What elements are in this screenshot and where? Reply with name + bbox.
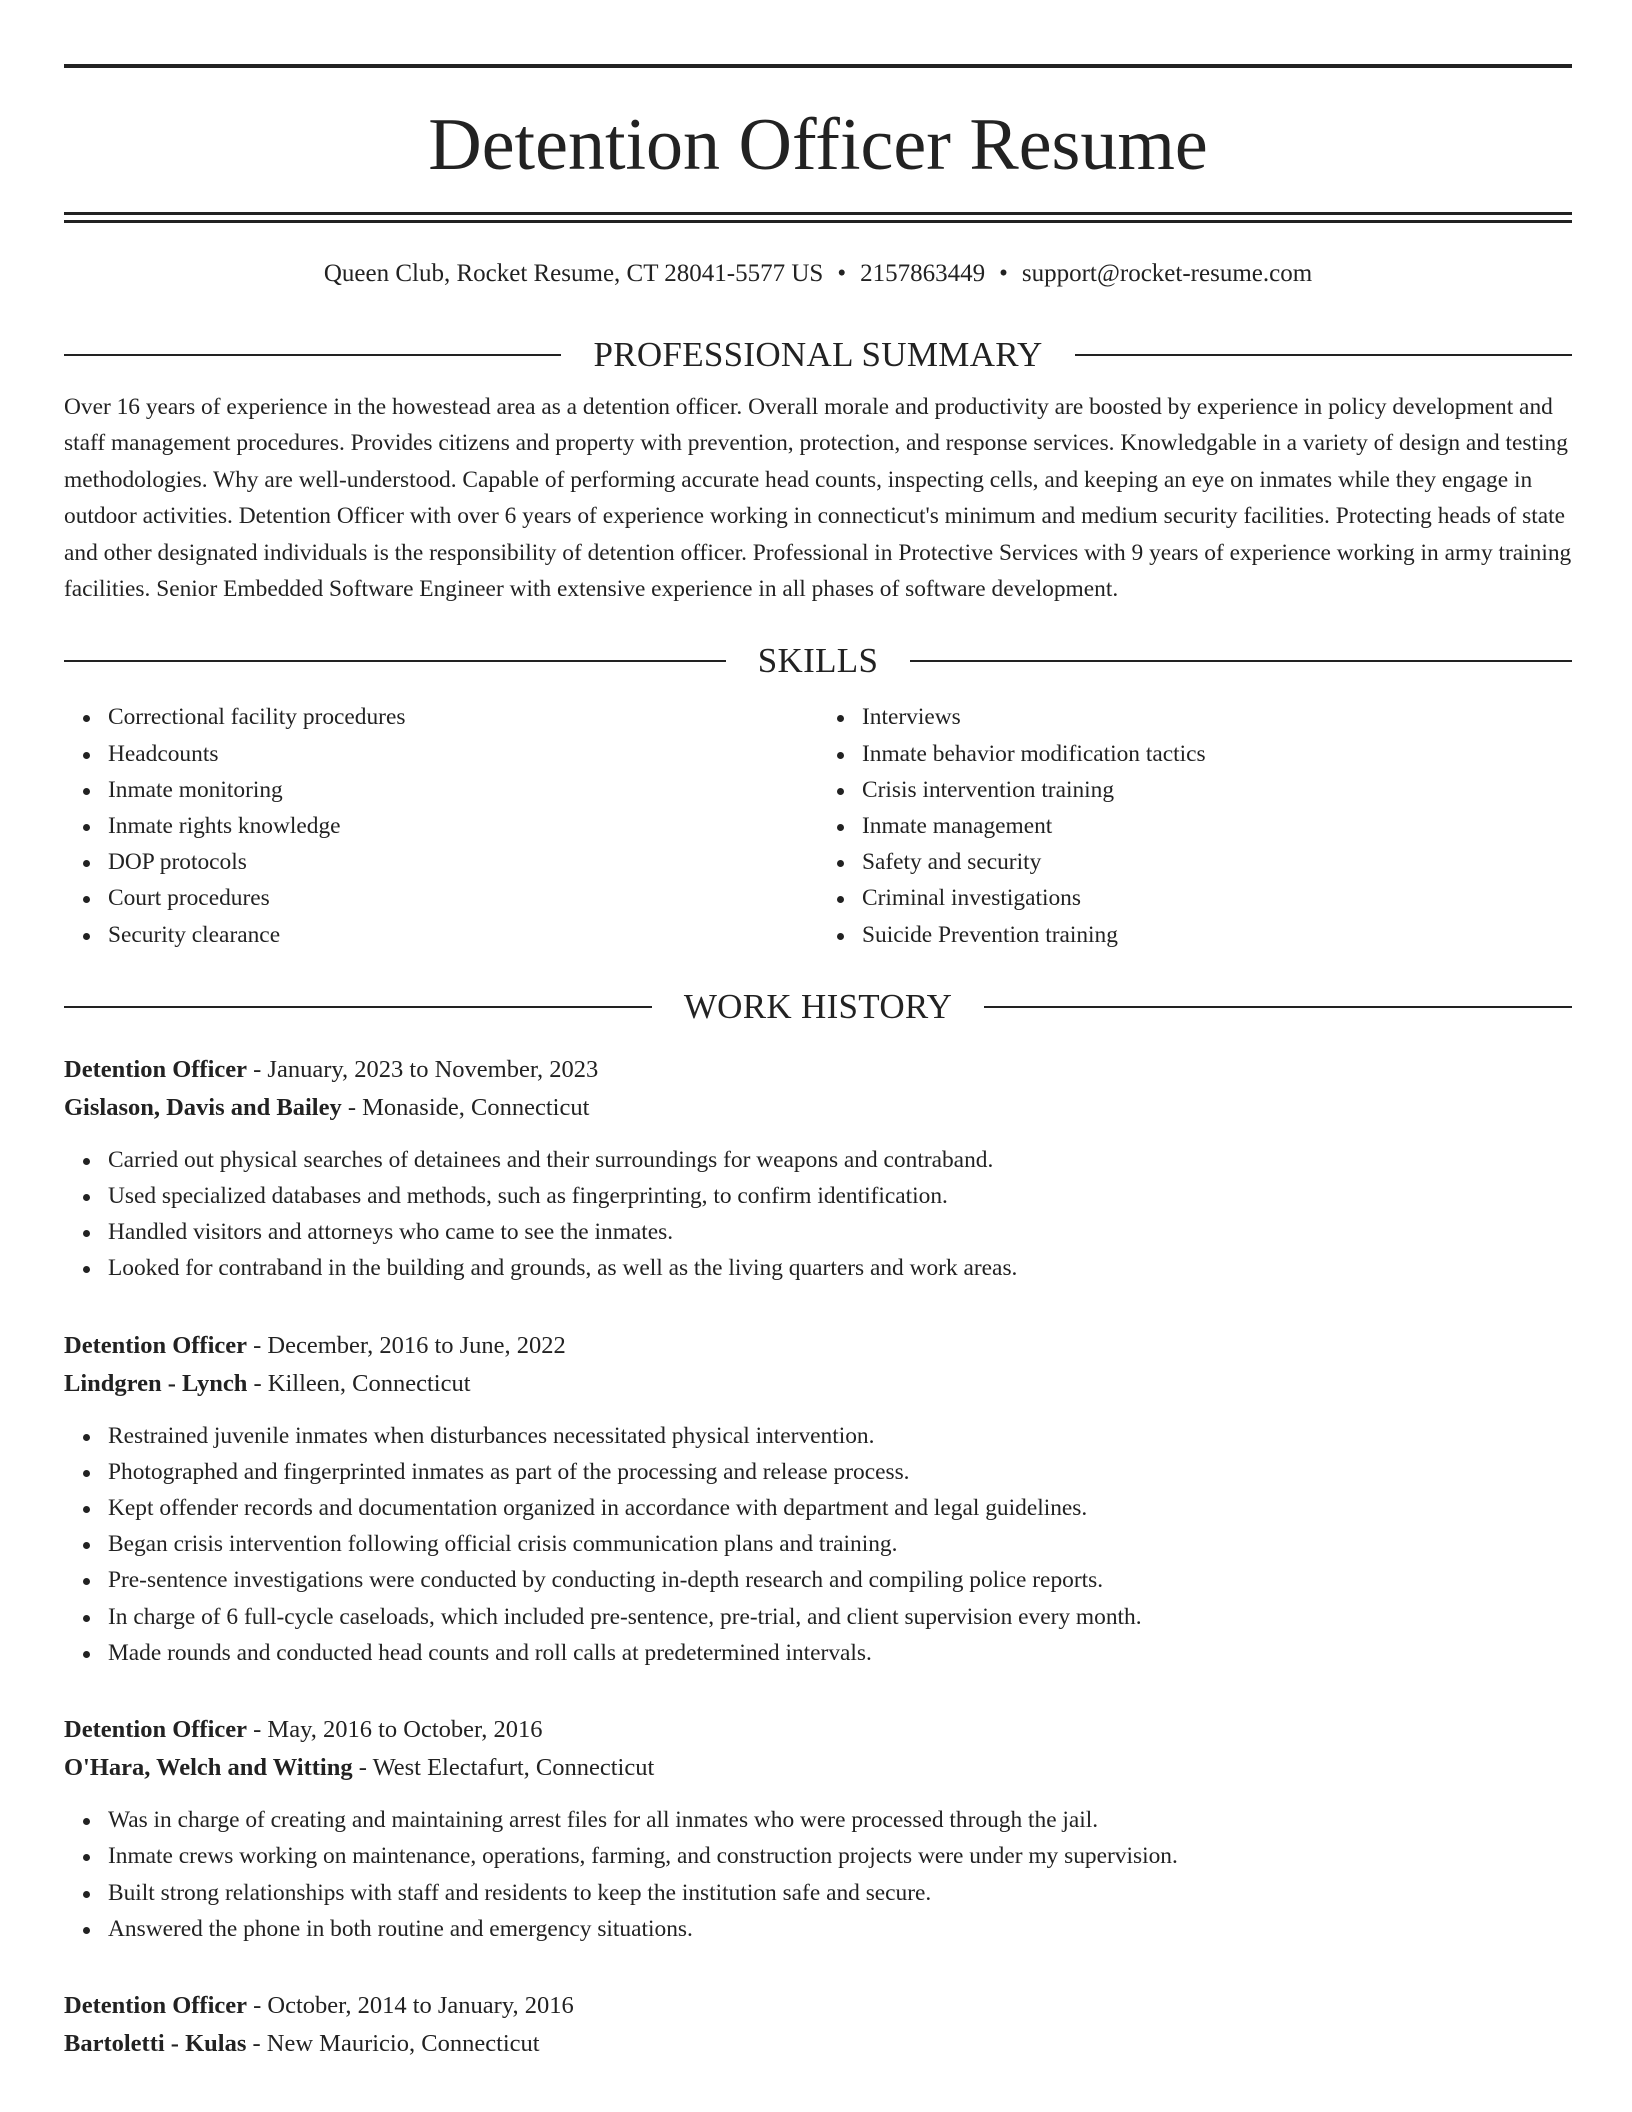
job-company: Lindgren - Lynch — [64, 1369, 248, 1397]
list-item: Photographed and fingerprinted inmates as part of the processing and release process. — [108, 1454, 1572, 1490]
list-item: Inmate crews working on maintenance, operations, farming, and construction projects were under my supervision. — [108, 1838, 1572, 1874]
contact-separator: • — [837, 260, 847, 287]
work-heading-label: WORK HISTORY — [683, 986, 953, 1026]
heading-rule — [64, 354, 561, 356]
list-item: Safety and security — [862, 844, 1572, 880]
list-item: In charge of 6 full-cycle caseloads, which included pre-sentence, pre-trial, and client supervision every month. — [108, 1599, 1572, 1635]
list-item: Handled visitors and attorneys who came to see the inmates. — [108, 1214, 1572, 1250]
skills-column-left — [64, 699, 818, 952]
job-company-line — [64, 1365, 1572, 1403]
contact-separator: • — [999, 260, 1008, 287]
list-item: Headcounts — [108, 736, 818, 772]
job-dates: - October, 2014 to January, 2016 — [247, 1991, 574, 2019]
list-item: DOP protocols — [108, 844, 818, 880]
list-item: Suicide Prevention training — [862, 917, 1572, 953]
job-title-line — [64, 1051, 1572, 1089]
heading-rule — [64, 1006, 652, 1008]
job-entry — [64, 1987, 1572, 2063]
heading-rule — [64, 660, 726, 662]
summary-heading — [64, 335, 1572, 375]
job-dates: - December, 2016 to June, 2022 — [247, 1331, 566, 1359]
list-item: Made rounds and conducted head counts and roll calls at predetermined intervals. — [108, 1635, 1572, 1671]
job-location: - New Mauricio, Connecticut — [246, 2029, 540, 2057]
work-history-list — [64, 1051, 1572, 2063]
list-item: Restrained juvenile inmates when disturbances necessitated physical intervention. — [108, 1418, 1572, 1454]
list-item: Court procedures — [108, 880, 818, 916]
contact-email: support@rocket-resume.com — [1021, 260, 1313, 287]
list-item: Looked for contraband in the building and grounds, as well as the living quarters and work areas. — [108, 1250, 1572, 1286]
job-entry — [64, 1051, 1572, 1287]
list-item: Inmate rights knowledge — [108, 808, 818, 844]
work-heading — [64, 987, 1572, 1027]
skills-heading — [64, 641, 1572, 681]
list-item: Began crisis intervention following official crisis communication plans and training. — [108, 1526, 1572, 1562]
job-location: - Monaside, Connecticut — [341, 1093, 590, 1121]
job-dates: - May, 2016 to October, 2016 — [247, 1716, 543, 1744]
job-duties — [64, 1142, 1572, 1287]
skills-list — [64, 699, 1572, 952]
job-entry — [64, 1327, 1572, 1671]
resume-content — [64, 64, 1572, 2063]
job-title: Detention Officer — [64, 1331, 247, 1359]
job-title: Detention Officer — [64, 1055, 247, 1083]
contact-phone: 2157863449 — [860, 260, 986, 287]
list-item: Inmate monitoring — [108, 772, 818, 808]
job-location: - Killeen, Connecticut — [247, 1369, 471, 1397]
list-item: Inmate behavior modification tactics — [862, 736, 1572, 772]
job-title: Detention Officer — [64, 1991, 247, 2019]
job-title: Detention Officer — [64, 1716, 247, 1744]
list-item: Criminal investigations — [862, 880, 1572, 916]
job-company: O'Hara, Welch and Witting — [64, 1754, 353, 1782]
summary-heading-label: PROFESSIONAL SUMMARY — [593, 335, 1043, 374]
job-company: Gislason, Davis and Bailey — [64, 1093, 342, 1121]
contact-address: Queen Club, Rocket Resume, CT 28041-5577 US — [323, 260, 824, 287]
list-item: Pre-sentence investigations were conducted by conducting in-depth research and compiling police reports. — [108, 1562, 1572, 1598]
job-company: Bartoletti - Kulas — [64, 2029, 247, 2057]
heading-rule — [1075, 354, 1572, 356]
list-item: Was in charge of creating and maintaining arrest files for all inmates who were processed through the jail. — [108, 1802, 1572, 1838]
job-duties — [64, 1418, 1572, 1671]
top-rule — [64, 64, 1572, 68]
list-item: Carried out physical searches of detainees and their surroundings for weapons and contraband. — [108, 1142, 1572, 1178]
list-item: Kept offender records and documentation organized in accordance with department and legal guidelines. — [108, 1490, 1572, 1526]
job-title-line — [64, 1987, 1572, 2025]
list-item: Interviews — [862, 699, 1572, 735]
job-dates: - January, 2023 to November, 2023 — [247, 1055, 599, 1083]
list-item: Security clearance — [108, 917, 818, 953]
skills-column-right — [818, 699, 1572, 952]
list-item: Crisis intervention training — [862, 772, 1572, 808]
job-company-line — [64, 1749, 1572, 1787]
job-title-line — [64, 1327, 1572, 1365]
list-item: Inmate management — [862, 808, 1572, 844]
list-item: Used specialized databases and methods, such as fingerprinting, to confirm identification. — [108, 1178, 1572, 1214]
heading-rule — [910, 660, 1572, 662]
job-title-line — [64, 1711, 1572, 1749]
job-entry — [64, 1711, 1572, 1947]
list-item: Built strong relationships with staff and residents to keep the institution safe and secure. — [108, 1875, 1572, 1911]
list-item: Correctional facility procedures — [108, 699, 818, 735]
summary-text: Over 16 years of experience in the howestead area as a detention officer. Overall morale and productivity are boosted by experience in policy development and staff management procedures. Provides citizens and property with prevention, protection, and response services. Knowledgable in a variety of design and testing methodologies. Why are well-understood. Capable of performing accurate head counts, inspecting cells, and keeping an eye on inmates while they engage in outdoor activities. Detention Officer with over 6 years of experience working in connecticut's minimum and medium security facilities. Protecting heads of state and other designated individuals is the responsibility of detention officer. Professional in Protective Services with 9 years of experience working in army training facilities. Senior Embedded Software Engineer with extensive experience in all phases of software development. — [64, 394, 1572, 603]
job-company-line — [64, 1089, 1572, 1127]
resume-title: Detention Officer Resume — [428, 104, 1208, 186]
job-duties — [64, 1802, 1572, 1947]
job-location: - West Electafurt, Connecticut — [352, 1754, 655, 1782]
job-company-line — [64, 2025, 1572, 2063]
heading-rule — [984, 1006, 1572, 1008]
contact-line — [64, 259, 1572, 289]
list-item: Answered the phone in both routine and emergency situations. — [108, 1911, 1572, 1947]
title-double-rule — [64, 212, 1572, 223]
skills-heading-label: SKILLS — [757, 641, 879, 681]
